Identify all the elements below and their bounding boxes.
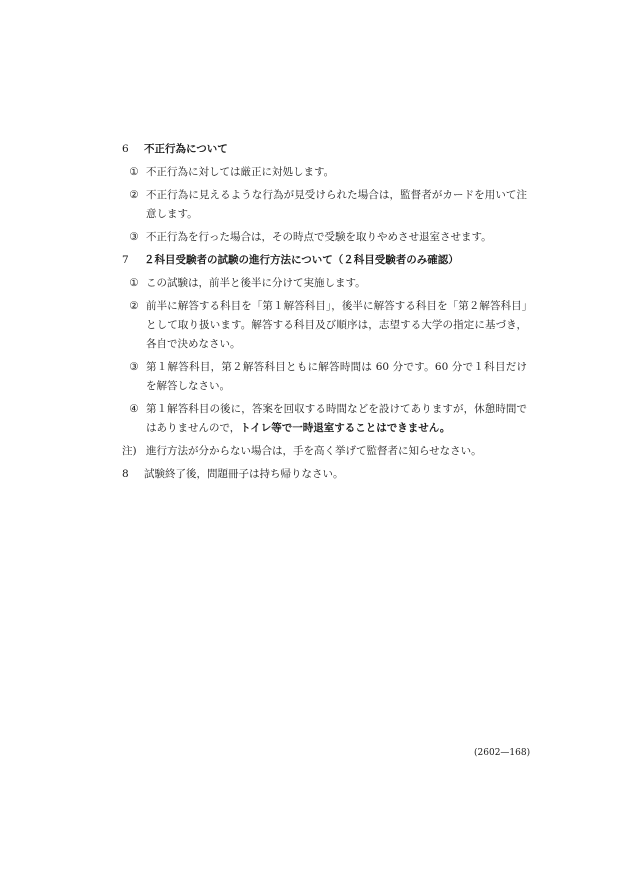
item-text: 不正行為を行った場合は，その時点で受験を取りやめさせ退室させます。 (146, 231, 492, 243)
page-code: (2602—168) (474, 748, 531, 758)
section-7 (122, 251, 527, 461)
item-text: 前半に解答する科目を「第１解答科目」，後半に解答する科目を「第２解答科目」として取り扱います。解答する科目及び順序は，志望する大学の指定に基づき，各自で決めなさい。 (146, 300, 527, 350)
item-marker: ③ (129, 231, 139, 243)
section-text: 試験終了後，問題冊子は持ち帰りなさい。 (144, 468, 344, 480)
section-number: 6 (122, 143, 129, 155)
section-heading (122, 251, 527, 270)
note (122, 442, 527, 461)
section-title: ２科目受験者の試験の進行方法について（２科目受験者のみ確認） (144, 254, 459, 266)
section-heading (122, 140, 527, 159)
item-text-plain: 第１解答科目の後に，答案を回収する時間などを設けてありますが，休憩時間ではありませんので， (146, 403, 527, 434)
note-text: 進行方法が分からない場合は，手を高く挙げて監督者に知らせなさい。 (146, 445, 482, 457)
section-heading (122, 465, 527, 484)
section-6 (122, 140, 527, 247)
section-number: 8 (122, 468, 129, 480)
item-text: 第１解答科目，第２解答科目ともに解答時間は 60 分です。60 分で１科目だけを解答しなさい。 (146, 361, 527, 392)
list-item (122, 400, 527, 438)
item-marker: ③ (129, 361, 139, 373)
item-text-bold: トイレ等で一時退室することはできません。 (240, 422, 451, 434)
section-8 (122, 465, 527, 484)
instructions-content (122, 140, 527, 488)
item-text: この試験は，前半と後半に分けて実施します。 (146, 277, 366, 289)
section-title: 不正行為について (144, 143, 228, 155)
item-marker: ② (129, 300, 139, 312)
list-item (122, 297, 527, 354)
item-marker: ① (129, 166, 139, 178)
item-marker: ① (129, 277, 139, 289)
item-text: 不正行為に対しては厳正に対処します。 (146, 166, 335, 178)
list-item (122, 358, 527, 396)
list-item (122, 163, 527, 182)
item-marker: ④ (129, 403, 139, 415)
item-text: 不正行為に見えるような行為が見受けられた場合は，監督者がカードを用いて注意します。 (146, 189, 527, 220)
item-text (146, 400, 527, 438)
list-item (122, 228, 527, 247)
note-label: 注) (122, 445, 137, 457)
section-number: 7 (122, 254, 129, 266)
list-item (122, 274, 527, 293)
item-marker: ② (129, 189, 139, 201)
list-item (122, 186, 527, 224)
